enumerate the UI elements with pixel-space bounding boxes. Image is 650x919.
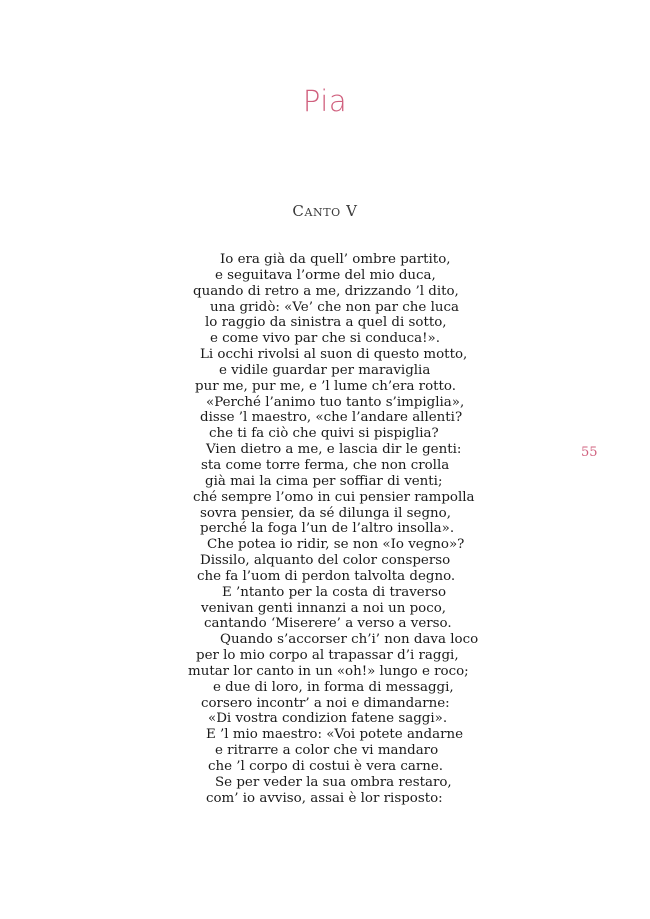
verse-line [0,395,650,411]
verse-line [0,601,650,617]
verse-line [0,680,650,696]
verse-line [0,616,650,632]
line-number: 55 [581,445,598,460]
verse-text: E ’ntanto per la costa di traverso [222,584,447,600]
verse-line [0,521,650,537]
verse-line [0,569,650,585]
verse-line [0,506,650,522]
verse-text: e come vivo par che si conduca!». [210,331,440,347]
verse-text: che ’l corpo di costui è vera carne. [208,759,444,774]
verse-text: sovra pensier, da sé dilunga il segno, [200,505,451,521]
verse-line [0,331,650,347]
verse-text: Dissilo, alquanto del color consperso [200,553,451,569]
verse-text: e ritrarre a color che vi mandaro [215,743,439,759]
verse-line [0,284,650,300]
verse-line [0,300,650,316]
poem-title: Pia [302,84,348,118]
verse-text: ché sempre l’omo in cui pensier rampolla [193,489,475,505]
verse-text: che ti fa ciò che quivi si pispiglia? [209,426,439,442]
verse-line [0,648,650,664]
verse-text: «Di vostra condizion fatene saggi». [208,711,448,727]
verse-text: sta come torre ferma, che non crolla [201,457,450,473]
verse-text: venivan genti innanzi a noi un poco, [201,600,447,616]
verse-text: quando di retro a me, drizzando ’l dito, [193,283,459,299]
verse-text: corsero incontr’ a noi e dimandarne: [201,695,450,711]
verse-text: che fa l’uom di perdon talvolta degno. [197,568,456,584]
verse-line [0,458,650,474]
canto-heading: Canto V [292,202,358,220]
verse-list [0,252,650,807]
verse-text: già mai la cima per soffiar di venti; [205,473,443,489]
verse-text: cantando ‘Miserere’ a verso a verso. [204,616,452,632]
verse-line [0,252,650,268]
verse-line [0,711,650,727]
verse-line [0,727,650,743]
verse-text: una gridò: «Ve’ che non par che luca [210,299,459,315]
verse-text: per lo mio corpo al trapassar d’i raggi, [196,648,459,664]
verse-line [0,537,650,553]
verse-line [0,743,650,759]
verse-text: «Perché l’animo tuo tanto s’impiglia», [206,394,465,410]
verse-text: e vidile guardar per maraviglia [219,362,431,378]
verse-line [0,553,650,569]
verse-text: Che potea io ridir, se non «Io vegno»? [207,537,465,553]
verse-text: Li occhi rivolsi al suon di questo motto, [200,347,468,363]
verse-text: Vien dietro a me, e lascia dir le genti: [206,442,462,458]
verse-line [0,268,650,284]
verse-text: E ’l mio maestro: «Voi potete andarne [206,727,464,743]
verse-line [0,791,650,807]
verse-line [0,696,650,712]
verse-text: e due di loro, in forma di messaggi, [213,679,454,695]
verse-line [0,363,650,379]
verse-text: Io era già da quell’ ombre partito, [220,252,451,267]
verse-text: perché la foga l’un de l’altro insolla». [200,521,455,537]
verse-line [0,474,650,490]
verse-text: pur me, pur me, e ’l lume ch’era rotto. [195,378,456,394]
verse-line [0,775,650,791]
verse-line [0,490,650,506]
verse-text: Se per veder la sua ombra restaro, [215,774,452,790]
verse-text: disse ’l maestro, «che l’andare allenti? [200,410,463,426]
verse-line [0,315,650,331]
verse-text: mutar lor canto in un «oh!» lungo e roco; [188,663,469,679]
verse-line [0,664,650,680]
verse-line [0,426,650,442]
verse-line [0,759,650,775]
verse-line [0,632,650,648]
verse-text: lo raggio da sinistra a quel di sotto, [205,315,447,331]
verse-line [0,379,650,395]
verse-line [0,410,650,426]
verse-text: e seguitava l’orme del mio duca, [215,267,436,283]
verse-line [0,442,650,458]
verse-text: com’ io avviso, assai è lor risposto: [206,790,443,806]
verse-line [0,347,650,363]
verse-line [0,585,650,601]
verse-text: Quando s’accorser ch’i’ non dava loco [220,632,479,648]
